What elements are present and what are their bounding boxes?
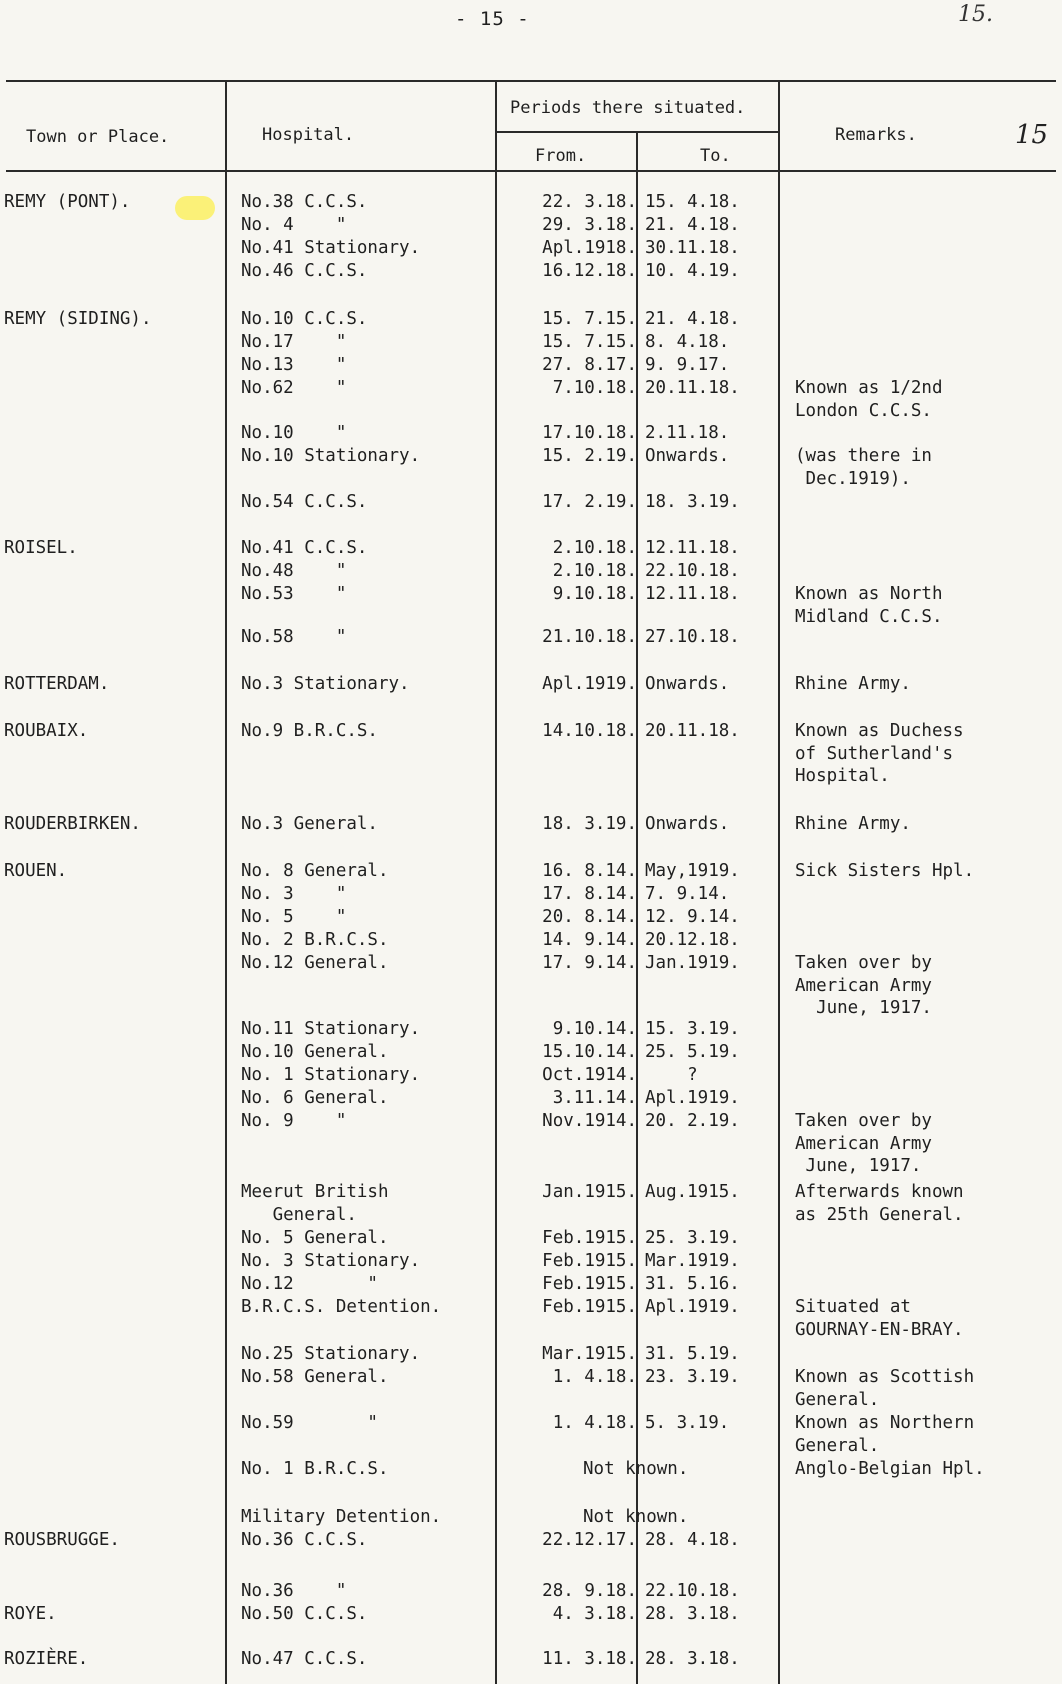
row-to-date: 28. 3.18.: [645, 1649, 740, 1669]
header-remarks: Remarks.: [835, 125, 917, 145]
row-from-date: 15. 2.19.: [542, 446, 637, 466]
row-from-date: 1. 4.18.: [552, 1413, 637, 1433]
row-to-date: 12. 9.14.: [645, 907, 740, 927]
row-from-date: 21.10.18.: [542, 627, 637, 647]
row-to-date: Mar.1919.: [645, 1251, 740, 1271]
row-from-date: 22. 3.18.: [542, 192, 637, 212]
row-to-date: 28. 3.18.: [645, 1604, 740, 1624]
row-to-date: 25. 5.19.: [645, 1042, 740, 1062]
row-from-date: Feb.1915.: [542, 1228, 637, 1248]
row-from-date: 17.10.18.: [542, 423, 637, 443]
row-to-date: 2.11.18.: [645, 423, 730, 443]
row-place: ROUSBRUGGE.: [4, 1530, 120, 1550]
row-hospital: No.10 General.: [241, 1042, 389, 1062]
row-hospital: Meerut British General.: [241, 1182, 389, 1225]
row-hospital: No.11 Stationary.: [241, 1019, 421, 1039]
row-remarks: Taken over by American Army June, 1917.: [795, 953, 932, 1018]
row-to-date: 31. 5.19.: [645, 1344, 740, 1364]
row-from-date: 3.11.14.: [552, 1088, 637, 1108]
row-to-date: 22.10.18.: [645, 561, 740, 581]
row-hospital: No.47 C.C.S.: [241, 1649, 368, 1669]
header-rule: [6, 170, 1056, 172]
row-hospital: No.3 General.: [241, 814, 378, 834]
row-place: ROUDERBIRKEN.: [4, 814, 141, 834]
row-to-date: 22.10.18.: [645, 1581, 740, 1601]
row-hospital: No.54 C.C.S.: [241, 492, 368, 512]
row-hospital: No.46 C.C.S.: [241, 261, 368, 281]
top-rule: [6, 80, 1056, 82]
row-remarks: Sick Sisters Hpl.: [795, 861, 975, 881]
header-hospital: Hospital.: [262, 125, 355, 145]
row-from-date: Jan.1915.: [542, 1182, 637, 1202]
row-remarks: Known as North Midland C.C.S.: [795, 584, 943, 627]
row-to-date: 21. 4.18.: [645, 215, 740, 235]
row-hospital: No.36 C.C.S.: [241, 1530, 368, 1550]
row-remarks: Rhine Army.: [795, 674, 911, 694]
row-from-date: 4. 3.18.: [552, 1604, 637, 1624]
row-from-date: 1. 4.18.: [552, 1367, 637, 1387]
row-from-date: 28. 9.18.: [542, 1581, 637, 1601]
row-hospital: No. 5 ": [241, 907, 347, 927]
row-remarks: Anglo-Belgian Hpl.: [795, 1459, 985, 1479]
row-from-date: 29. 3.18.: [542, 215, 637, 235]
row-to-date: Aug.1915.: [645, 1182, 740, 1202]
row-to-date: Apl.1919.: [645, 1297, 740, 1317]
row-hospital: No.58 ": [241, 627, 347, 647]
row-hospital: No.50 C.C.S.: [241, 1604, 368, 1624]
row-hospital: No. 1 Stationary.: [241, 1065, 421, 1085]
row-to-date: 20. 2.19.: [645, 1111, 740, 1131]
row-from-date: Feb.1915.: [542, 1274, 637, 1294]
row-hospital: No.10 ": [241, 423, 347, 443]
row-from-date: 2.10.18.: [552, 538, 637, 558]
row-hospital: No.10 Stationary.: [241, 446, 421, 466]
row-to-date: Onwards.: [645, 674, 730, 694]
row-hospital: No.36 ": [241, 1581, 347, 1601]
row-place: ROTTERDAM.: [4, 674, 110, 694]
row-to-date: 10. 4.19.: [645, 261, 740, 281]
row-place: REMY (PONT).: [4, 192, 131, 212]
handwritten-page-number: 15.: [958, 2, 993, 27]
row-from-date: 9.10.18.: [552, 584, 637, 604]
row-from-date: Feb.1915.: [542, 1297, 637, 1317]
row-place: ROZIÈRE.: [4, 1649, 89, 1669]
col-divider-4: [778, 80, 780, 1684]
row-remarks: Situated at GOURNAY-EN-BRAY.: [795, 1297, 964, 1340]
row-to-date: Apl.1919.: [645, 1088, 740, 1108]
row-from-date: 14. 9.14.: [542, 930, 637, 950]
row-remarks: Known as Duchess of Sutherland's Hospital.: [795, 721, 964, 786]
row-to-date: 8. 4.18.: [645, 332, 730, 352]
row-place: REMY (SIDING).: [4, 309, 152, 329]
row-to-date: 9. 9.17.: [645, 355, 730, 375]
row-hospital: Military Detention.: [241, 1507, 442, 1527]
row-remarks: Rhine Army.: [795, 814, 911, 834]
row-hospital: No.12 ": [241, 1274, 378, 1294]
row-to-date: 30.11.18.: [645, 238, 740, 258]
row-to-date: 21. 4.18.: [645, 309, 740, 329]
row-hospital: No.3 Stationary.: [241, 674, 410, 694]
row-to-date: 12.11.18.: [645, 538, 740, 558]
row-hospital: B.R.C.S. Detention.: [241, 1297, 442, 1317]
row-from-date: 27. 8.17.: [542, 355, 637, 375]
row-to-date: 20.12.18.: [645, 930, 740, 950]
handwritten-side-number: 15: [1015, 120, 1049, 150]
row-to-date: Jan.1919.: [645, 953, 740, 973]
row-from-date: 16.12.18.: [542, 261, 637, 281]
row-place: ROUBAIX.: [4, 721, 89, 741]
row-hospital: No.10 C.C.S.: [241, 309, 368, 329]
row-remarks: Known as Scottish General.: [795, 1367, 975, 1410]
row-hospital: No.38 C.C.S.: [241, 192, 368, 212]
row-hospital: No. 2 B.R.C.S.: [241, 930, 389, 950]
row-remarks: Taken over by American Army June, 1917.: [795, 1111, 932, 1176]
row-from-date: 11. 3.18.: [542, 1649, 637, 1669]
row-to-date: 20.11.18.: [645, 721, 740, 741]
row-to-date: 5. 3.19.: [645, 1413, 730, 1433]
row-remarks: (was there in Dec.1919).: [795, 446, 932, 489]
row-to-date: 15. 4.18.: [645, 192, 740, 212]
row-to-date: 15. 3.19.: [645, 1019, 740, 1039]
row-place: ROISEL.: [4, 538, 78, 558]
row-hospital: No. 9 ": [241, 1111, 347, 1131]
row-from-date: 17. 8.14.: [542, 884, 637, 904]
row-hospital: No.41 Stationary.: [241, 238, 421, 258]
row-to-date: 23. 3.19.: [645, 1367, 740, 1387]
row-hospital: No.58 General.: [241, 1367, 389, 1387]
row-from-date: 7.10.18.: [552, 378, 637, 398]
row-from-date: Apl.1919.: [542, 674, 637, 694]
row-from-date: 2.10.18.: [552, 561, 637, 581]
row-hospital: No. 5 General.: [241, 1228, 389, 1248]
header-town: Town or Place.: [26, 127, 170, 147]
row-from-date: 9.10.14.: [552, 1019, 637, 1039]
header-periods: Periods there situated.: [510, 98, 746, 118]
row-to-date: 18. 3.19.: [645, 492, 740, 512]
row-to-date: 7. 9.14.: [645, 884, 730, 904]
row-to-date: 31. 5.16.: [645, 1274, 740, 1294]
row-hospital: No. 1 B.R.C.S.: [241, 1459, 389, 1479]
row-hospital: No.41 C.C.S.: [241, 538, 368, 558]
row-hospital: No. 3 Stationary.: [241, 1251, 421, 1271]
row-from-date: 14.10.18.: [542, 721, 637, 741]
row-from-date: 15. 7.15.: [542, 332, 637, 352]
row-from-date: Nov.1914.: [542, 1111, 637, 1131]
row-to-date: Onwards.: [645, 446, 730, 466]
row-remarks: Afterwards known as 25th General.: [795, 1182, 964, 1225]
row-place: ROUEN.: [4, 861, 68, 881]
row-place: ROYE.: [4, 1604, 57, 1624]
col-divider-1: [225, 80, 227, 1684]
row-to-date: 25. 3.19.: [645, 1228, 740, 1248]
row-from-date: Apl.1918.: [542, 238, 637, 258]
row-hospital: No. 3 ": [241, 884, 347, 904]
row-hospital: No.12 General.: [241, 953, 389, 973]
row-from-date: 22.12.17.: [542, 1530, 637, 1550]
row-from-date: 17. 9.14.: [542, 953, 637, 973]
row-hospital: No.17 ": [241, 332, 347, 352]
row-to-date: 28. 4.18.: [645, 1530, 740, 1550]
row-hospital: No.53 ": [241, 584, 347, 604]
row-from-date: 20. 8.14.: [542, 907, 637, 927]
row-to-date: Onwards.: [645, 814, 730, 834]
page-number: - 15 -: [455, 8, 530, 30]
header-from: From.: [535, 146, 587, 166]
row-from-date: 16. 8.14.: [542, 861, 637, 881]
row-from-date: Oct.1914.: [542, 1065, 637, 1085]
row-from-date: Feb.1915.: [542, 1251, 637, 1271]
row-hospital: No.25 Stationary.: [241, 1344, 421, 1364]
row-to-date: 20.11.18.: [645, 378, 740, 398]
row-hospital: No.13 ": [241, 355, 347, 375]
row-hospital: No.59 ": [241, 1413, 378, 1433]
row-from-date: Mar.1915.: [542, 1344, 637, 1364]
row-hospital: No. 6 General.: [241, 1088, 389, 1108]
row-remarks: Known as 1/2nd London C.C.S.: [795, 378, 943, 421]
row-from-date: 17. 2.19.: [542, 492, 637, 512]
header-to: To.: [700, 146, 731, 166]
row-from-date: 15.10.14.: [542, 1042, 637, 1062]
row-to-date: 27.10.18.: [645, 627, 740, 647]
row-to-date: 12.11.18.: [645, 584, 740, 604]
row-hospital: No.9 B.R.C.S.: [241, 721, 378, 741]
row-period-not-known: Not known.: [583, 1507, 689, 1527]
row-hospital: No.62 ": [241, 378, 347, 398]
row-hospital: No. 4 ": [241, 215, 347, 235]
row-hospital: No. 8 General.: [241, 861, 389, 881]
row-remarks: Known as Northern General.: [795, 1413, 975, 1456]
row-period-not-known: Not known.: [583, 1459, 689, 1479]
row-to-date: May,1919.: [645, 861, 740, 881]
row-to-date: ?: [645, 1065, 698, 1085]
row-hospital: No.48 ": [241, 561, 347, 581]
row-from-date: 15. 7.15.: [542, 309, 637, 329]
row-from-date: 18. 3.19.: [542, 814, 637, 834]
